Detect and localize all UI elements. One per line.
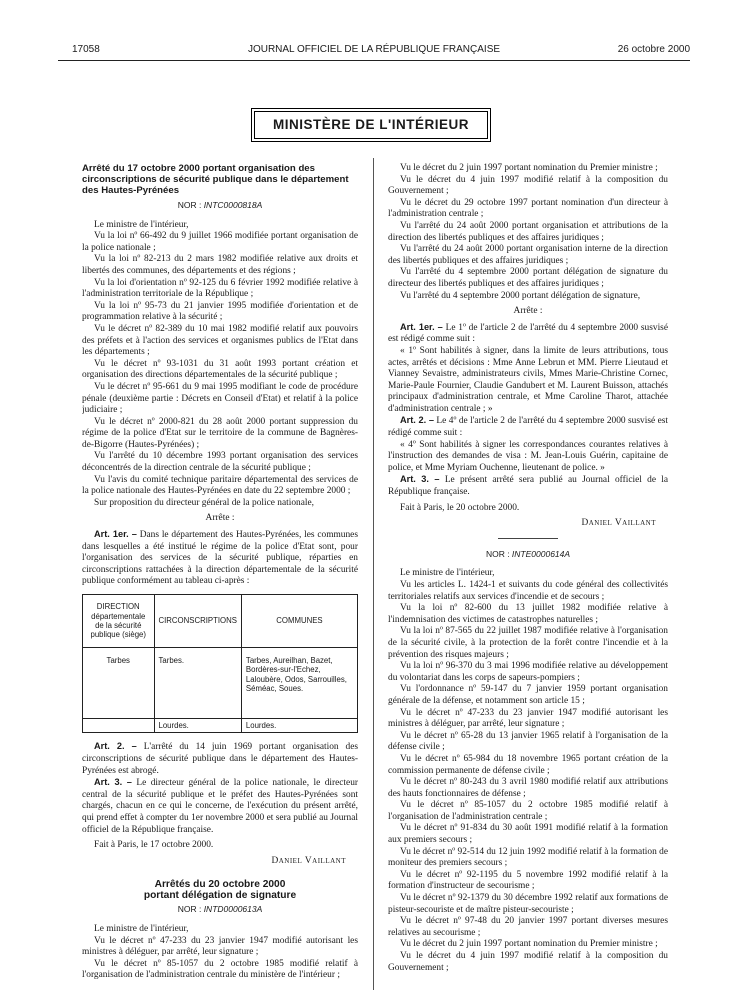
paragraph: Vu l'arrêté du 4 septembre 2000 portant délégation de signature, xyxy=(400,290,641,301)
table-cell: Tarbes xyxy=(83,648,155,719)
table-header-row xyxy=(83,595,358,648)
arrete-word: Arrête : xyxy=(205,513,235,524)
arrete2-nor: NOR : INTD0000613A xyxy=(177,904,263,915)
paragraph: Le ministre de l'intérieur, xyxy=(94,219,189,230)
paragraph: Vu le décret nº 92-514 du 12 juin 1992 modifié relatif à la formation de moniteur des premiers secours ; xyxy=(388,846,668,869)
paragraph: Vu le décret nº 47-233 du 23 janvier 1947 modifié autorisant les ministres à déléguer, par arrêté, leur signature ; xyxy=(388,707,668,730)
column-divider xyxy=(373,158,374,990)
fait-a-paris: Fait à Paris, le 17 octobre 2000. xyxy=(94,840,214,851)
paragraph: Vu les articles L. 1424-1 et suivants du code général des collectivités territoriales relatifs aux services d'incendie et de secours ; xyxy=(388,580,668,602)
paragraph: Vu l'avis du comité technique paritaire départemental des services de la police nationale des Hautes-Pyrénées en date du 22 septembre 2000 ; xyxy=(82,474,358,497)
paragraph: Vu le décret nº 65-28 du 13 janvier 1965 relatif à l'organisation de la défense civile ; xyxy=(388,730,668,753)
circonscriptions-table xyxy=(82,594,358,733)
header-rule xyxy=(58,60,690,61)
right-column xyxy=(388,163,668,983)
table-header-cell: CIRCONSCRIPTIONS xyxy=(154,595,241,648)
page-number: 17058 xyxy=(72,44,100,55)
paragraph: Vu le décret du 4 juin 1997 modifié relatif à la composition du Gouvernement ; xyxy=(388,174,668,197)
paragraph: Vu la loi nº 87-565 du 22 juillet 1987 modifiée relative à l'organisation de la sécurité civile, à la protection de la forêt contre l'incendie et à la prévention des risques majeurs ; xyxy=(388,626,668,660)
signature: Daniel Vaillant xyxy=(271,855,346,866)
paragraph: Le ministre de l'intérieur, xyxy=(94,923,189,934)
paragraph: Vu le décret nº 82-389 du 10 mai 1982 modifié relatif aux pouvoirs des préfets et à l'action des services et organismes publics de l'Etat dans les départements ; xyxy=(82,323,358,358)
fait-a-paris: Fait à Paris, le 20 octobre 2000. xyxy=(400,502,520,513)
paragraph: Vu le décret nº 85-1057 du 2 octobre 1985 modifié relatif à l'organisation de l'administration centrale ; xyxy=(388,800,668,822)
paragraph: Vu l'ordonnance nº 59-147 du 7 janvier 1959 portant organisation générale de la défense, et notamment son article 15 ; xyxy=(388,684,668,706)
paragraph: Vu la loi nº 66-492 du 9 juillet 1966 modifiée portant organisation de la police nationale ; xyxy=(82,231,358,253)
paragraph: Vu l'arrêté du 24 août 2000 portant organisation et attributions de la direction des libertés publiques et des affaires juridiques ; xyxy=(388,220,668,243)
paragraph: Sur proposition du directeur général de la police nationale, xyxy=(94,497,314,508)
signature: Daniel Vaillant xyxy=(581,518,656,529)
quote-2: « 4º Sont habilités à signer les correspondances courantes relatives à l'instruction des demandes de visa : M. Jean-Louis Guérin, capitaine de police, et Mme Myriam Ouchenne, lieutenant de police. » xyxy=(388,439,668,473)
page-header xyxy=(58,44,690,58)
paragraph: Vu le décret nº 92-1195 du 5 novembre 1992 modifié relatif à la formation d'instructeur de secourisme ; xyxy=(388,869,668,892)
paragraph: Vu le décret du 29 octobre 1997 portant nomination d'un directeur à l'administration centrale ; xyxy=(388,197,668,220)
paragraph: Vu le décret nº 97-48 du 20 janvier 1997 portant diverses mesures relatives au secourisme ; xyxy=(388,916,668,938)
paragraph: Vu le décret nº 80-243 du 3 avril 1980 modifié relatif aux attributions des hauts fonctionnaires de défense ; xyxy=(388,777,668,799)
paragraph: Vu le décret nº 91-834 du 30 août 1991 modifié relatif à la formation aux premiers secours ; xyxy=(388,823,668,846)
paragraph: Vu l'arrêté du 24 août 2000 portant organisation interne de la direction des libertés publiques et des affaires juridiques ; xyxy=(388,244,668,266)
arrete1-nor: NOR : INTC0000818A xyxy=(177,200,263,210)
paragraph: Vu la loi nº 95-73 du 21 janvier 1995 modifiée d'orientation et de programmation relative à la sécurité ; xyxy=(82,300,358,323)
paragraph: Vu le décret nº 85-1057 du 2 octobre 1985 modifié relatif à l'organisation de l'administration centrale du ministère de l'intérieur ; xyxy=(82,958,358,981)
paragraph: Vu le décret nº 65-984 du 18 novembre 1965 portant création de la commission permanente de défense civile ; xyxy=(388,753,668,776)
section-separator xyxy=(498,538,558,539)
issue-date: 26 octobre 2000 xyxy=(617,44,690,55)
article-1: Art. 1er. – Le 1º de l'article 2 de l'arrêté du 4 septembre 2000 susvisé est rédigé comme suit : xyxy=(388,321,668,345)
table-row xyxy=(83,719,358,733)
paragraph: Vu le décret du 2 juin 1997 portant nomination du Premier ministre ; xyxy=(400,163,658,173)
paragraph: Le ministre de l'intérieur, xyxy=(400,568,495,579)
paragraph: Vu le décret du 2 juin 1997 portant nomination du Premier ministre ; xyxy=(400,939,658,950)
paragraph: Vu le décret nº 95-661 du 9 mai 1995 modifiant le code de procédure pénale (deuxième partie : Décrets en Conseil d'Etat) et relatif à la police judiciaire ; xyxy=(82,381,358,416)
article-3: Art. 3. – Le directeur général de la police nationale, le directeur central de la sécurité publique et le préfet des Hautes-Pyrénées sont chargés, chacun en ce qui le concerne, de l'exécution du présent arrêté, qui prend effet à compter du 1er novembre 2000 et sera publié au Journal officiel de la République française. xyxy=(82,777,358,835)
paragraph: Vu le décret nº 93-1031 du 31 août 1993 portant création et organisation des directions départementales de la sécurité publique ; xyxy=(82,358,358,381)
paragraph: Vu l'arrêté du 10 décembre 1993 portant organisation des services déconcentrés de la direction centrale de la sécurité publique ; xyxy=(82,451,358,474)
article-2: Art. 2. – L'arrêté du 14 juin 1969 portant organisation des circonscriptions de sécurité publique dans le département des Hautes-Pyrénées est abrogé. xyxy=(82,741,358,776)
arrete-word: Arrête : xyxy=(513,306,543,317)
table-cell xyxy=(83,719,155,733)
table-cell: Lourdes. xyxy=(154,719,241,733)
arrete2-title-line2: portant délégation de signature xyxy=(143,890,297,902)
journal-title: JOURNAL OFFICIEL DE LA RÉPUBLIQUE FRANÇAISE xyxy=(247,44,501,55)
table-cell: Lourdes. xyxy=(241,719,357,733)
quote-1: « 1º Sont habilités à signer, dans la limite de leurs attributions, tous actes, arrêtés et décisions : Mme Anne Lebrun et MM. Pierre Lieutaud et Vianney Sevaistre, administrateurs civils, Mmes Marie-Christine Cornec, Marie-Paule Fournier, Claudie Gandubert et M. Laurent Buisson, attachés principaux d'administration centrale, et Mme Caroline Tharot, attachée d'administration centrale ; » xyxy=(388,345,668,414)
table-header-cell: COMMUNES xyxy=(241,595,357,648)
article-2: Art. 2. – Le 4º de l'article 2 de l'arrêté du 4 septembre 2000 susvisé est rédigé comme suit : xyxy=(388,415,668,439)
paragraph: Vu le décret du 4 juin 1997 modifié relatif à la composition du Gouvernement ; xyxy=(388,951,668,973)
paragraph: Vu le décret nº 47-233 du 23 janvier 1947 modifié autorisant les ministres à déléguer, par arrêté, leur signature ; xyxy=(82,935,358,958)
paragraph: Vu le décret nº 2000-821 du 28 août 2000 portant suppression du régime de la police d'Etat sur le territoire de la commune de Bagnères-de-Bigorre (Hautes-Pyrénées) ; xyxy=(82,416,358,450)
ministry-heading: MINISTÈRE DE L'INTÉRIEUR xyxy=(254,111,488,139)
arrete1-title: Arrêté du 17 octobre 2000 portant organisation des circonscriptions de sécurité publique dans le département des Hautes-Pyrénées xyxy=(82,163,349,196)
paragraph: Vu la loi nº 82-600 du 13 juillet 1982 modifiée relative à l'indemnisation des victimes de catastrophes naturelles ; xyxy=(388,603,668,625)
paragraph: Vu la loi nº 82-213 du 2 mars 1982 modifiée relative aux droits et libertés des communes, des départements et des régions ; xyxy=(82,254,358,276)
table-header-cell: DIRECTION départementale de la sécurité publique (siège) xyxy=(83,595,155,648)
paragraph: Vu la loi d'orientation nº 92-125 du 6 février 1992 modifiée relative à l'administration territoriale de la République ; xyxy=(82,277,358,300)
article-1: Art. 1er. – Dans le département des Hautes-Pyrénées, les communes dans lesquelles a été institué le régime de la police d'Etat sont, pour l'organisation des services de la sécurité publique, réparties en circonscriptions rattachées à la direction départementale de la sécurité publique conformément au tableau ci-après : xyxy=(82,529,358,587)
left-column xyxy=(82,163,358,983)
nor-reference: NOR : INTE0000614A xyxy=(485,548,571,559)
paragraph: Vu la loi nº 96-370 du 3 mai 1996 modifiée relative au développement du volontariat dans les corps de sapeurs-pompiers ; xyxy=(388,661,668,683)
arrete2-title-line1: Arrêtés du 20 octobre 2000 xyxy=(154,879,286,891)
article-3: Art. 3. – Le présent arrêté sera publié au Journal officiel de la République française. xyxy=(388,474,668,498)
paragraph: Vu l'arrêté du 4 septembre 2000 portant délégation de signature du directeur des libertés publiques et des affaires juridiques ; xyxy=(388,267,668,289)
paragraph: Vu le décret nº 92-1379 du 30 décembre 1992 relatif aux formations de pisteur-secouriste et de maître pisteur-secouriste ; xyxy=(388,893,668,915)
table-cell: Tarbes. xyxy=(154,648,241,719)
table-row xyxy=(83,648,358,719)
table-cell: Tarbes, Aureilhan, Bazet, Bordères-sur-l'Echez, Laloubère, Odos, Sarrouilles, Séméac, Soues. xyxy=(241,648,357,719)
